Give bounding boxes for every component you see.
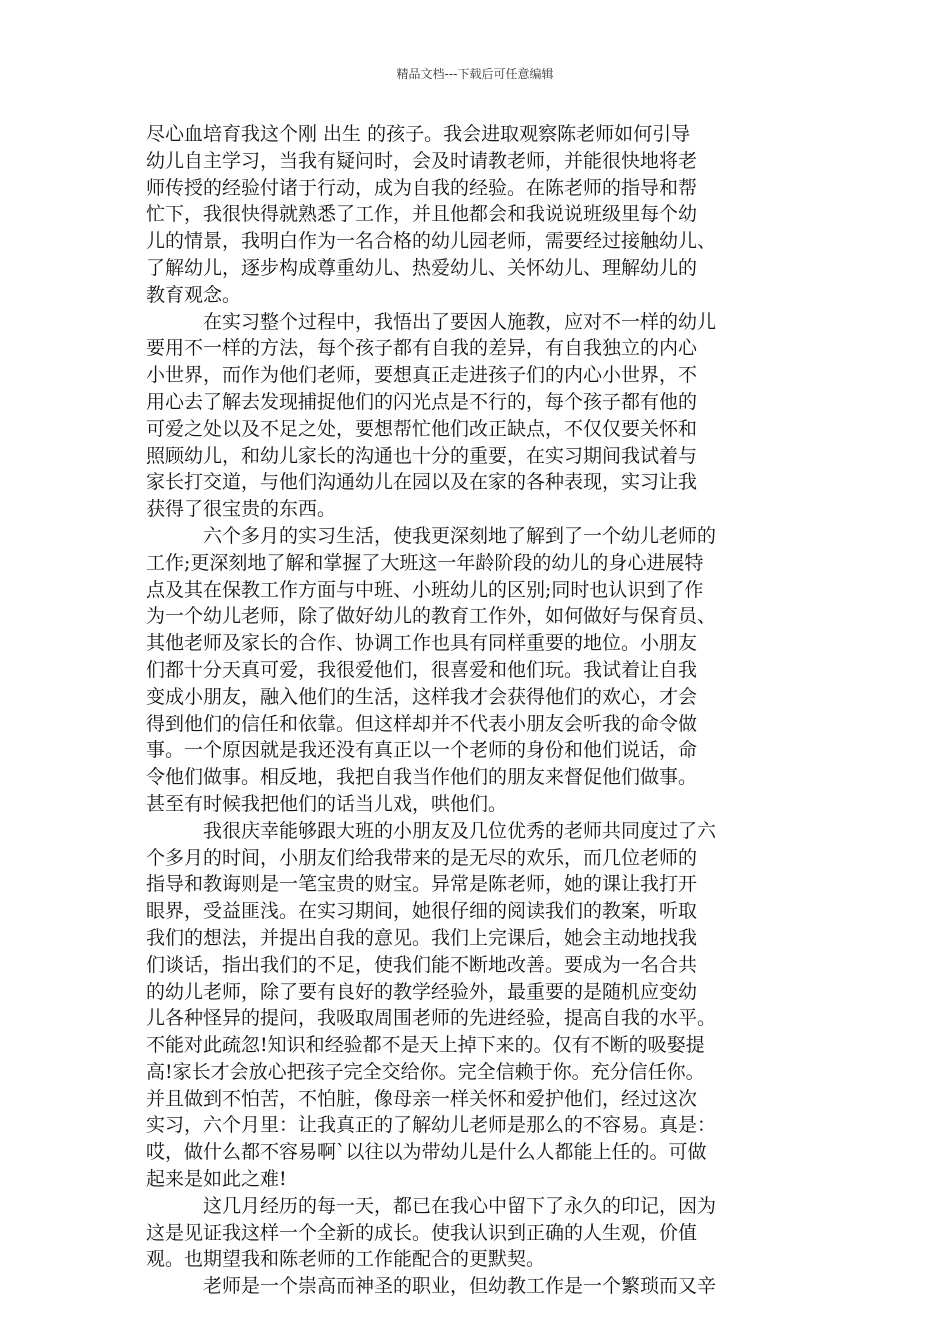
paragraph — [146, 1193, 816, 1273]
text-line: 令他们做事。相反地，我把自我当作他们的朋友来督促他们做事。 — [146, 766, 698, 789]
text-line: 其他老师及家长的合作、协调工作也具有同样重要的地位。小朋友 — [146, 632, 698, 655]
text-line: 尽心血培育我这个刚 出生 的孩子。我会进取观察陈老师如何引导 — [146, 123, 691, 145]
text-line: 我很庆幸能够跟大班的小朋友及几位优秀的老师共同度过了六 — [203, 819, 717, 842]
text-line: 老师是一个崇高而神圣的职业，但幼教工作是一个繁琐而又辛 — [203, 1275, 717, 1298]
text-line: 用心去了解去发现捕捉他们的闪光点是不行的，每个孩子都有他的 — [146, 390, 698, 413]
text-line: 师传授的经验付诸于行动，成为自我的经验。在陈老师的指导和帮 — [146, 176, 698, 199]
text-line: 不能对此疏忽!知识和经验都不是天上掉下来的。仅有不断的吸娶提 — [146, 1034, 705, 1057]
text-line: 起来是如此之难! — [146, 1168, 287, 1191]
text-line: 事。一个原因就是我还没有真正以一个老师的身份和他们说话，命 — [146, 739, 698, 762]
text-line: 得到他们的信任和依靠。但这样却并不代表小朋友会听我的命令做 — [146, 712, 698, 735]
text-line: 照顾幼儿，和幼儿家长的沟通也十分的重要，在实习期间我试着与 — [146, 444, 698, 467]
text-line: 甚至有时候我把他们的话当儿戏，哄他们。 — [146, 792, 508, 815]
paragraph — [146, 818, 816, 1193]
paragraph — [146, 121, 816, 309]
text-line: 要用不一样的方法，每个孩子都有自我的差异，有自我独立的内心 — [146, 337, 698, 360]
text-line: 这是见证我这样一个全新的成长。使我认识到正确的人生观，价值 — [146, 1221, 698, 1244]
text-line: 的幼儿老师，除了要有良好的教学经验外，最重要的是随机应变幼 — [146, 980, 698, 1003]
text-line: 眼界，受益匪浅。在实习期间，她很仔细的阅读我们的教案，听取 — [146, 900, 698, 923]
text-line: 变成小朋友，融入他们的生活，这样我才会获得他们的欢心，才会 — [146, 685, 698, 708]
text-line: 获得了很宝贵的东西。 — [146, 498, 337, 521]
text-line: 儿的情景，我明白作为一名合格的幼儿园老师，需要经过接触幼儿、 — [146, 230, 717, 253]
text-line: 并且做到不怕苦，不怕脏，像母亲一样关怀和爱护他们，经过这次 — [146, 1087, 698, 1110]
text-line: 幼儿自主学习，当我有疑问时，会及时请教老师，并能很快地将老 — [146, 149, 698, 172]
text-line: 教育观念。 — [146, 283, 242, 306]
paragraph — [146, 1273, 816, 1300]
text-line: 们都十分天真可爱，我很爱他们，很喜爱和他们玩。我试着让自我 — [146, 658, 698, 681]
text-line: 在实习整个过程中，我悟出了要因人施教，应对不一样的幼儿 — [203, 310, 717, 333]
text-line: 小世界，而作为他们老师，要想真正走进孩子们的内心小世界，不 — [146, 364, 698, 387]
text-line: 们谈话，指出我们的不足，使我们能不断地改善。要成为一名合共 — [146, 953, 698, 976]
text-line: 了解幼儿，逐步构成尊重幼儿、热爱幼儿、关怀幼儿、理解幼儿的 — [146, 256, 698, 279]
text-line: 实习，六个月里：让我真正的了解幼儿老师是那么的不容易。真是： — [146, 1114, 717, 1137]
text-line: 工作;更深刻地了解和掌握了大班这一年龄阶段的幼儿的身心进展特 — [146, 551, 704, 574]
text-line: 家长打交道，与他们沟通幼儿在园以及在家的各种表现，实习让我 — [146, 471, 698, 494]
paragraph — [146, 523, 816, 818]
text-line: 这几月经历的每一天，都已在我心中留下了永久的印记，因为 — [203, 1194, 717, 1217]
text-line: 六个多月的实习生活，使我更深刻地了解到了一个幼儿老师的 — [203, 524, 717, 547]
text-line: 忙下，我很快得就熟悉了工作，并且他都会和我说说班级里每个幼 — [146, 203, 698, 226]
page-header: 精品文档---下载后可任意编辑 — [396, 67, 554, 81]
text-line: 指导和教诲则是一笔宝贵的财宝。异常是陈老师，她的课让我打开 — [146, 873, 698, 896]
text-line: 高!家长才会放心把孩子完全交给你。完全信赖于你。充分信任你。 — [146, 1060, 705, 1083]
text-line: 为一个幼儿老师，除了做好幼儿的教育工作外，如何做好与保育员、 — [146, 605, 717, 628]
text-line: 哎，做什么都不容易啊`以往以为带幼儿是什么人都能上任的。可做 — [146, 1141, 707, 1164]
text-line: 儿各种怪异的提问，我吸取周围老师的先进经验，提高自我的水平。 — [146, 1007, 717, 1030]
text-line: 可爱之处以及不足之处，要想帮忙他们改正缺点，不仅仅要关怀和 — [146, 417, 698, 440]
paragraph — [146, 309, 816, 523]
text-line: 点及其在保教工作方面与中班、小班幼儿的区别;同时也认识到了作 — [146, 578, 704, 601]
text-line: 我们的想法，并提出自我的意见。我们上完课后，她会主动地找我 — [146, 926, 698, 949]
text-line: 个多月的时间，小朋友们给我带来的是无尽的欢乐，而几位老师的 — [146, 846, 698, 869]
text-line: 观。也期望我和陈老师的工作能配合的更默契。 — [146, 1248, 546, 1271]
document-body — [146, 121, 816, 1300]
